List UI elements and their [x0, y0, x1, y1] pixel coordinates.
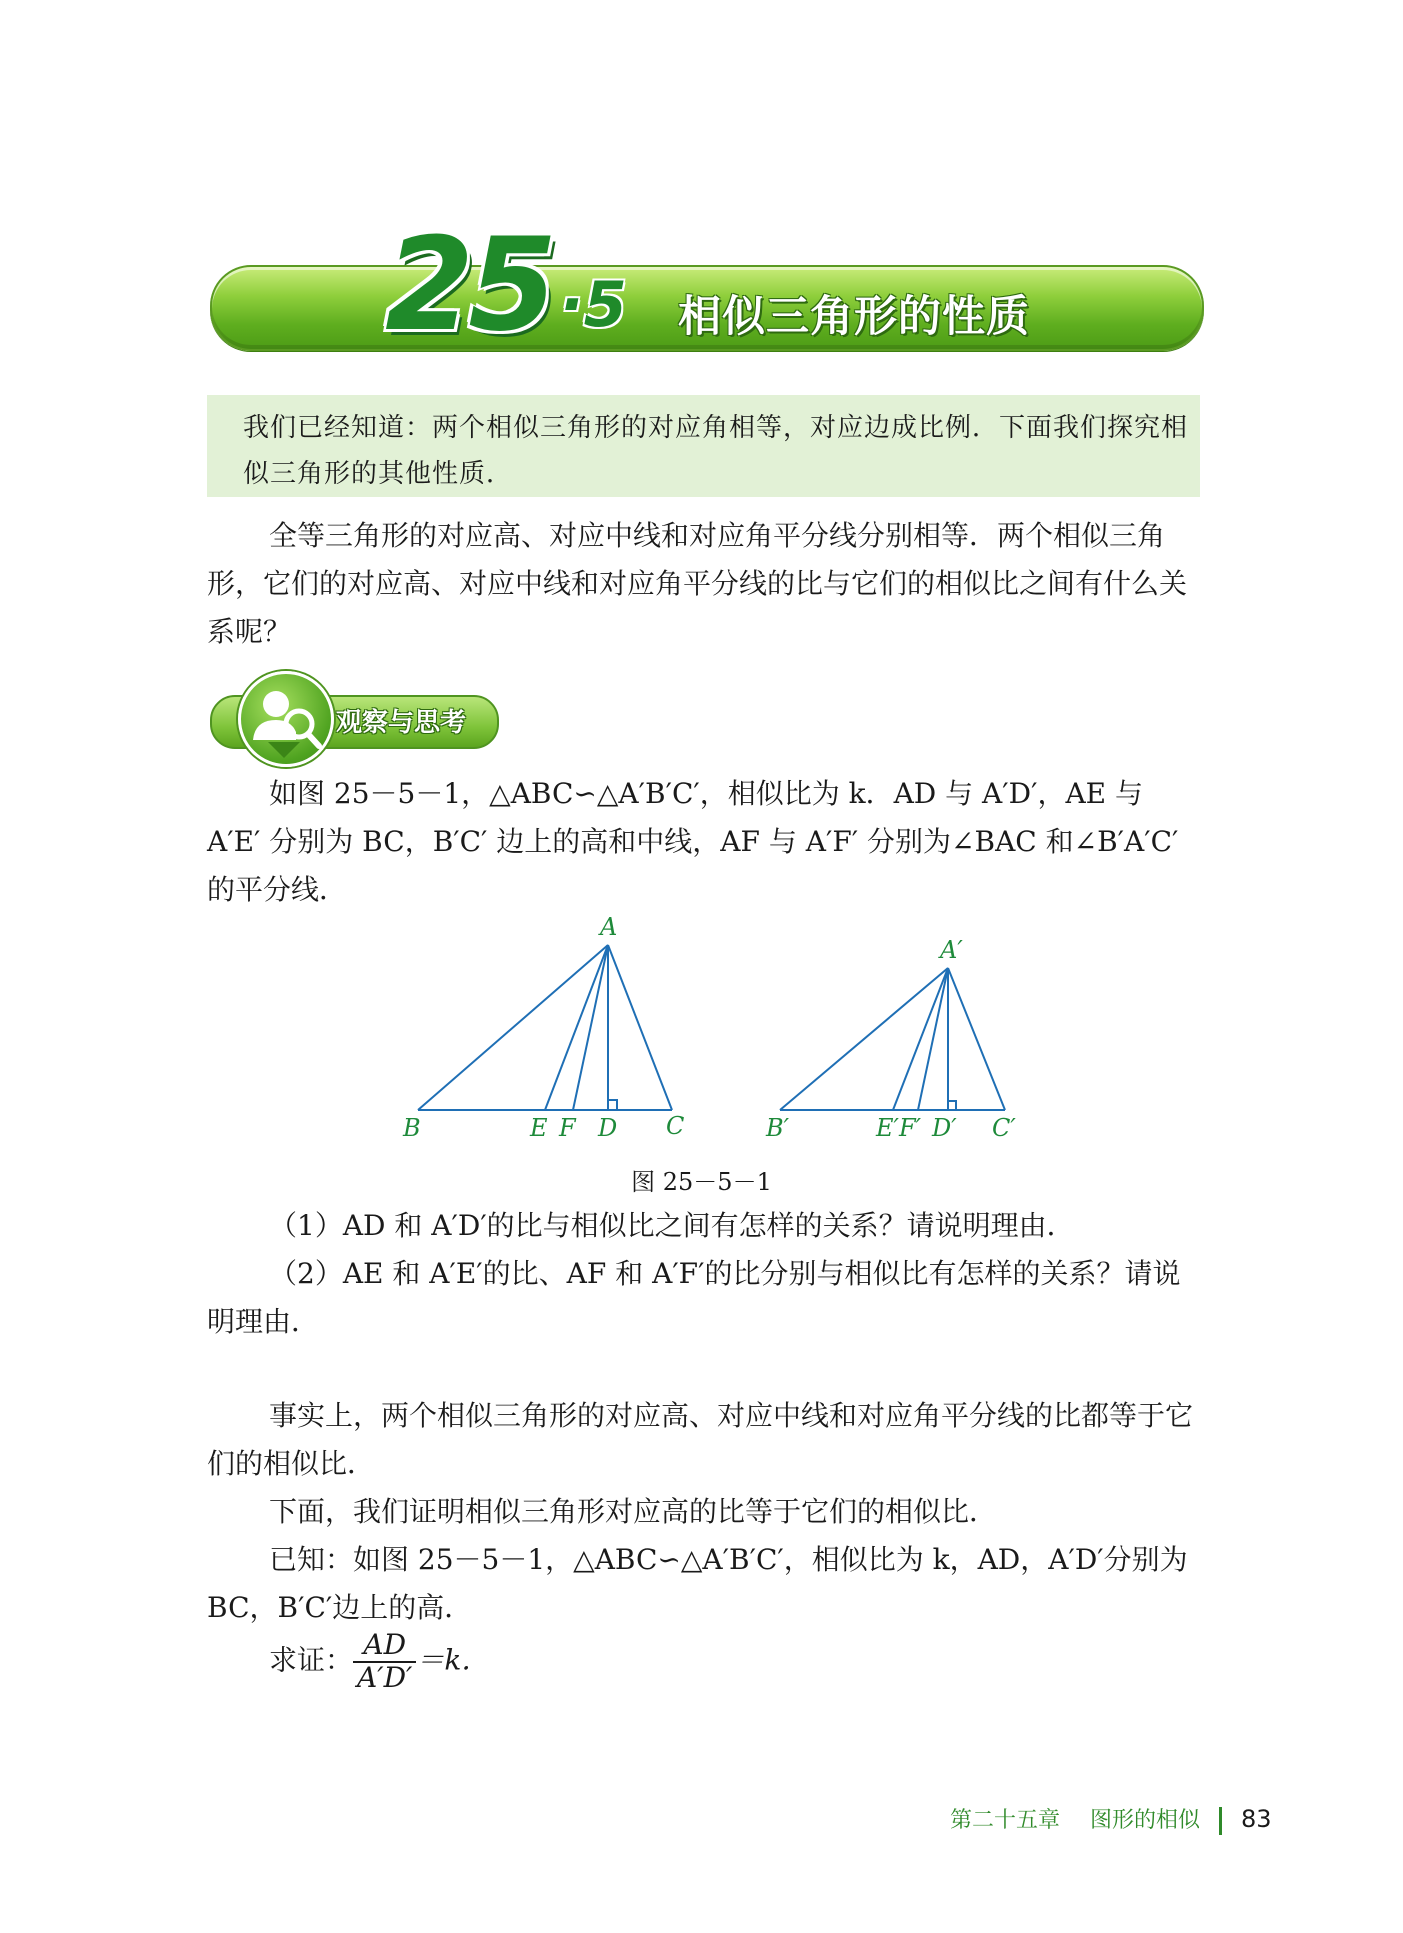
side-ac: [608, 945, 672, 1110]
prove-line: [269, 1630, 1069, 1694]
footer-separator: [1219, 1807, 1222, 1835]
median-ae: [545, 945, 608, 1110]
observe-badge-label: 观察与思考: [336, 708, 467, 738]
label-d: D: [598, 1114, 618, 1140]
median-a1e1: [893, 968, 948, 1110]
paragraph-fact: 事实上，两个相似三角形的对应高、对应中线和对应角平分线的比都等于它们的相似比．: [207, 1399, 1194, 1480]
label-f: F: [559, 1114, 576, 1140]
prove-label: 求证：: [269, 1643, 354, 1677]
label-e1f1: E′F′: [876, 1114, 922, 1140]
label-e: E: [530, 1114, 548, 1140]
triangle-a1b1c1: [780, 968, 1005, 1110]
figure-caption: 图 25－5－1: [631, 1168, 772, 1196]
triangle-abc: [418, 945, 672, 1110]
paragraph-observe: 如图 25－5－1，△ABC∽△A′B′C′，相似比为 k．AD 与 A′D′，AE 与 A′E′ 分别为 BC，B′C′ 边上的高和中线，AF 与 A′F′ 分别为∠BAC 和∠B′A′C′的平分线．: [207, 777, 1179, 906]
label-c: C: [666, 1112, 685, 1140]
right-angle-mark: [608, 1100, 617, 1110]
section-number-major: 25: [385, 211, 552, 360]
section-number-minor: ·5: [560, 268, 627, 341]
label-b1: B′: [766, 1114, 790, 1140]
label-a: A: [600, 913, 618, 941]
fraction-numerator: AD: [353, 1630, 416, 1663]
label-a1: A′: [940, 936, 963, 964]
paragraph-question: 全等三角形的对应高、对应中线和对应角平分线分别相等．两个相似三角形，它们的对应高、对应中线和对应角平分线的比与它们的相似比之间有什么关系呢？: [207, 519, 1188, 648]
right-angle-mark-2: [948, 1101, 956, 1110]
paragraph-given: 已知：如图 25－5－1，△ABC∽△A′B′C′，相似比为 k，AD，A′D′分别为 BC，B′C′边上的高．: [207, 1543, 1188, 1624]
page-footer: [950, 1803, 1272, 1835]
observe-badge-arrow-icon: [268, 742, 300, 758]
question-2: （2）AE 和 A′E′的比、AF 和 A′F′的比分别与相似比有怎样的关系？请说明理由．: [207, 1257, 1181, 1338]
page-number: 83: [1241, 1805, 1272, 1833]
paragraph-next: 下面，我们证明相似三角形对应高的比等于它们的相似比．: [269, 1495, 998, 1528]
side-a1c1: [948, 968, 1005, 1110]
section-number-minor-text: 5: [583, 268, 627, 341]
label-d1: D′: [932, 1114, 957, 1140]
prove-fraction: [353, 1630, 416, 1694]
section-title: 相似三角形的性质: [678, 292, 1030, 342]
prove-rhs: ＝k．: [416, 1643, 490, 1677]
figure-triangles: [0, 900, 1403, 1140]
fraction-denominator: A′D′: [357, 1660, 413, 1694]
footer-chapter: 第二十五章: [950, 1808, 1061, 1833]
question-1: （1）AD 和 A′D′的比与相似比之间有怎样的关系？请说明理由．: [269, 1209, 1075, 1242]
label-b: B: [403, 1114, 421, 1140]
side-ab: [418, 945, 608, 1110]
label-c1: C′: [992, 1114, 1016, 1140]
intro-text: 我们已经知道：两个相似三角形的对应角相等，对应边成比例．下面我们探究相似三角形的其他性质．: [243, 413, 1189, 489]
footer-chapter-title: 图形的相似: [1090, 1808, 1201, 1833]
